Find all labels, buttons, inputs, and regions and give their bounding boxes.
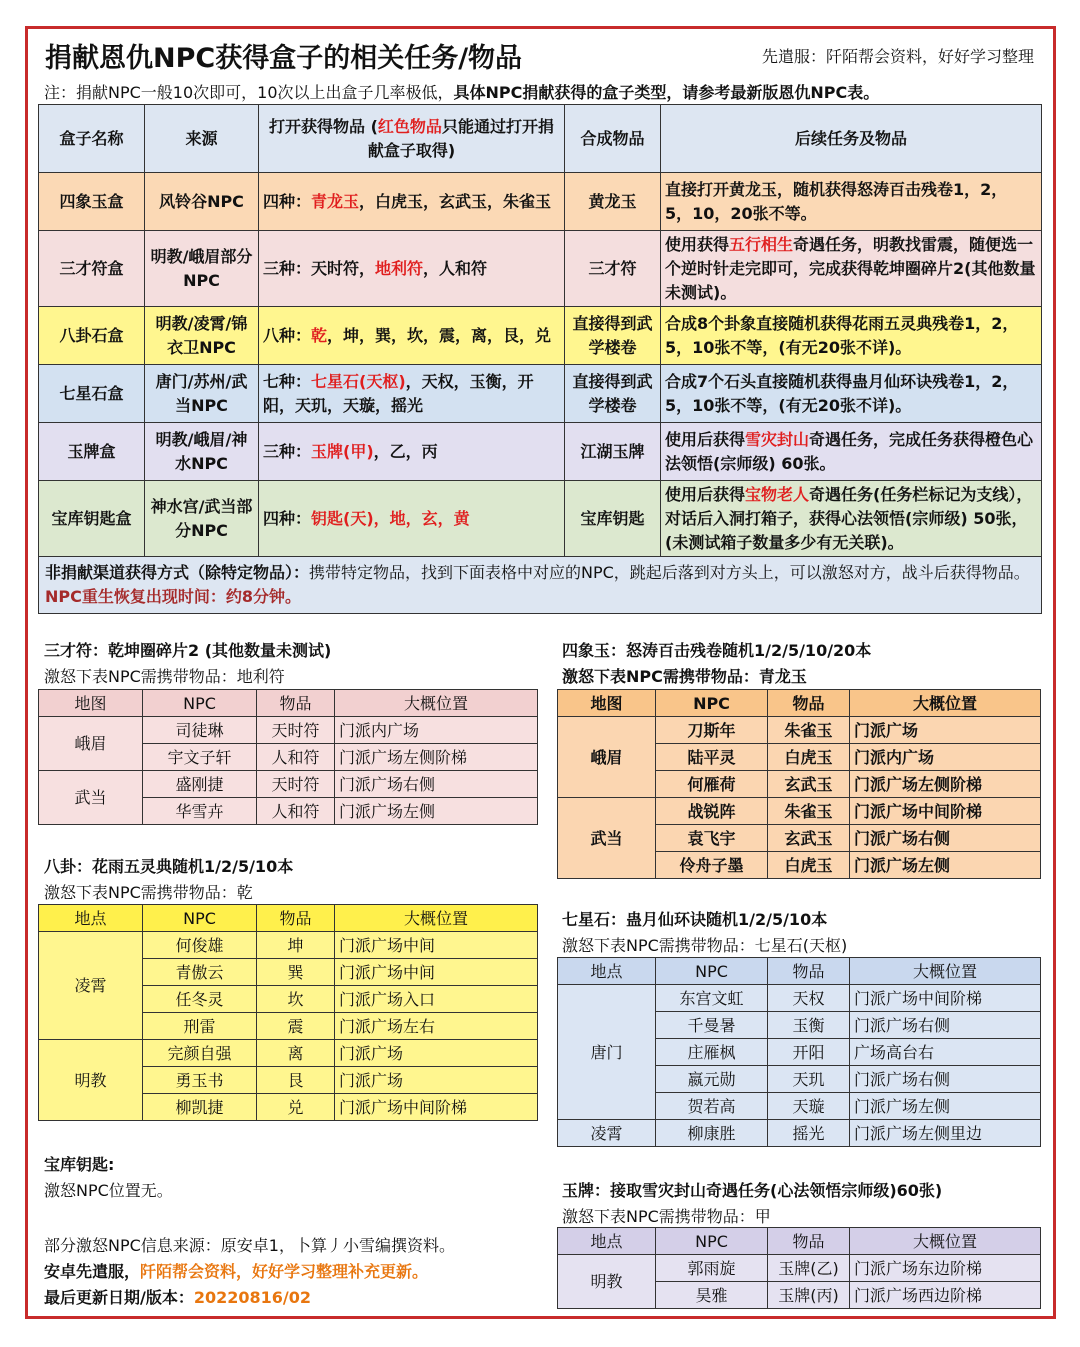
col-item: 物品 xyxy=(257,690,335,717)
box-name: 四象玉盒 xyxy=(39,173,145,231)
position-cell: 门派广场 xyxy=(335,1067,538,1094)
col-npc: NPC xyxy=(656,1228,768,1255)
item-cell: 白虎玉 xyxy=(768,744,850,771)
npc-cell: 任冬灵 xyxy=(143,986,257,1013)
npc-cell: 司徒琳 xyxy=(143,717,257,744)
npc-cell: 嬴元勋 xyxy=(656,1066,768,1093)
position-cell: 门派广场右侧 xyxy=(850,1066,1041,1093)
table-row xyxy=(558,717,1041,744)
position-cell: 广场高台右 xyxy=(850,1039,1041,1066)
col-place: 地点 xyxy=(558,958,656,985)
sancai-title: 三才符：乾坤圈碎片2 (其他数量未测试) xyxy=(44,641,332,660)
box-followup: 合成8个卦象直接随机获得花雨五灵典残卷1，2， 5，10张不等，(有无20张不详)。 xyxy=(661,307,1042,365)
box-row xyxy=(39,423,1042,481)
npc-cell: 千曼暑 xyxy=(656,1012,768,1039)
box-main-table xyxy=(38,104,1042,614)
box-synth: 直接得到武学楼卷 xyxy=(565,365,661,423)
col-item: 物品 xyxy=(257,905,335,932)
col-pos: 大概位置 xyxy=(335,690,538,717)
area-cell: 武当 xyxy=(39,771,143,825)
sancai-table xyxy=(38,689,538,825)
position-cell: 门派广场左侧 xyxy=(850,852,1041,879)
box-name: 八卦石盒 xyxy=(39,307,145,365)
header-followup: 后续任务及物品 xyxy=(661,105,1042,173)
npc-cell: 何雁荷 xyxy=(656,771,768,798)
credits-line3: 最后更新日期/版本：20220816/02 xyxy=(44,1288,312,1307)
table-row xyxy=(39,1040,538,1067)
col-npc: NPC xyxy=(656,690,768,717)
item-cell: 天时符 xyxy=(257,771,335,798)
col-npc: NPC xyxy=(143,905,257,932)
item-cell: 天权 xyxy=(768,985,850,1012)
col-place: 地点 xyxy=(558,1228,656,1255)
credits-line1: 部分激怒NPC信息来源：原安卓1，卜算丿小雪编撰资料。 xyxy=(44,1236,455,1255)
npc-cell: 袁飞宇 xyxy=(656,825,768,852)
position-cell: 门派广场左侧 xyxy=(335,798,538,825)
area-cell: 明教 xyxy=(558,1255,656,1309)
table-row xyxy=(39,717,538,744)
table-header xyxy=(39,905,538,932)
box-row xyxy=(39,365,1042,423)
top-note: 注：捐献NPC一般10次即可，10次以上出盒子几率极低，具体NPC捐献获得的盒子类型，请参考最新版恩仇NPC表。 xyxy=(44,83,880,102)
table-header xyxy=(558,1228,1041,1255)
box-open-items: 四种：青龙玉，白虎玉，玄武玉，朱雀玉 xyxy=(259,173,565,231)
table-row xyxy=(558,1120,1041,1147)
item-cell: 坎 xyxy=(257,986,335,1013)
area-cell: 凌霄 xyxy=(39,932,143,1040)
header-open-items: 打开获得物品 (红色物品只能通过打开捐献盒子取得) xyxy=(259,105,565,173)
box-row xyxy=(39,231,1042,307)
yupai-table xyxy=(557,1227,1041,1309)
sixiang-table xyxy=(557,689,1041,879)
position-cell: 门派广场左侧阶梯 xyxy=(335,744,538,771)
area-cell: 凌霄 xyxy=(558,1120,656,1147)
col-item: 物品 xyxy=(768,958,850,985)
yupai-title: 玉牌：接取雪灾封山奇遇任务(心法领悟宗师级)60张) xyxy=(562,1181,943,1200)
bagua-table xyxy=(38,904,538,1121)
header-synth: 合成物品 xyxy=(565,105,661,173)
page-title: 捐献恩仇NPC获得盒子的相关任务/物品 xyxy=(45,43,523,74)
table-header xyxy=(39,690,538,717)
position-cell: 门派内广场 xyxy=(850,744,1041,771)
col-npc: NPC xyxy=(656,958,768,985)
box-open-items: 三种：天时符，地利符，人和符 xyxy=(259,231,565,307)
box-source: 明教/峨眉部分NPC xyxy=(145,231,259,307)
baoku-title: 宝库钥匙: xyxy=(44,1155,115,1174)
npc-cell: 华雪卉 xyxy=(143,798,257,825)
box-source: 神水宫/武当部分NPC xyxy=(145,481,259,557)
box-open-items: 八种：乾，坤，巽，坎，震，离，艮，兑 xyxy=(259,307,565,365)
npc-cell: 战锐阵 xyxy=(656,798,768,825)
col-item: 物品 xyxy=(768,1228,850,1255)
box-followup: 合成7个石头直接随机获得蛊月仙环诀残卷1，2， 5，10张不等，(有无20张不详)。 xyxy=(661,365,1042,423)
position-cell: 门派广场中间阶梯 xyxy=(335,1094,538,1121)
position-cell: 门派广场西边阶梯 xyxy=(850,1282,1041,1309)
item-cell: 朱雀玉 xyxy=(768,717,850,744)
npc-cell: 青傲云 xyxy=(143,959,257,986)
sancai-sub: 激怒下表NPC需携带物品：地利符 xyxy=(44,667,285,686)
position-cell: 门派广场中间 xyxy=(335,932,538,959)
position-cell: 门派广场中间阶梯 xyxy=(850,798,1041,825)
box-synth: 江湖玉牌 xyxy=(565,423,661,481)
item-cell: 巽 xyxy=(257,959,335,986)
area-cell: 峨眉 xyxy=(39,717,143,771)
item-cell: 天璇 xyxy=(768,1093,850,1120)
position-cell: 门派广场左侧 xyxy=(850,1093,1041,1120)
box-row xyxy=(39,307,1042,365)
header-box-name: 盒子名称 xyxy=(39,105,145,173)
col-npc: NPC xyxy=(143,690,257,717)
item-cell: 艮 xyxy=(257,1067,335,1094)
npc-cell: 宇文子轩 xyxy=(143,744,257,771)
box-name: 宝库钥匙盒 xyxy=(39,481,145,557)
box-row xyxy=(39,173,1042,231)
box-name: 三才符盒 xyxy=(39,231,145,307)
box-name: 玉牌盒 xyxy=(39,423,145,481)
position-cell: 门派广场右侧 xyxy=(850,1012,1041,1039)
sixiang-sub: 激怒下表NPC需携带物品：青龙玉 xyxy=(562,667,807,686)
box-source: 明教/凌霄/锦衣卫NPC xyxy=(145,307,259,365)
table-header xyxy=(558,958,1041,985)
npc-cell: 何俊雄 xyxy=(143,932,257,959)
area-cell: 明教 xyxy=(39,1040,143,1121)
position-cell: 门派广场 xyxy=(335,1040,538,1067)
box-row xyxy=(39,481,1042,557)
credits-line2: 安卓先遣服，阡陌帮会资料，好好学习整理补充更新。 xyxy=(44,1262,429,1281)
npc-cell: 贺若高 xyxy=(656,1093,768,1120)
item-cell: 天玑 xyxy=(768,1066,850,1093)
npc-cell: 刀斯年 xyxy=(656,717,768,744)
box-source: 明教/峨眉/神水NPC xyxy=(145,423,259,481)
npc-cell: 刑雷 xyxy=(143,1013,257,1040)
box-synth: 宝库钥匙 xyxy=(565,481,661,557)
box-open-items: 四种：钥匙(天)，地，玄，黄 xyxy=(259,481,565,557)
npc-cell: 昊雅 xyxy=(656,1282,768,1309)
position-cell: 门派广场东边阶梯 xyxy=(850,1255,1041,1282)
col-item: 物品 xyxy=(768,690,850,717)
qixing-sub: 激怒下表NPC需携带物品：七星石(天枢) xyxy=(562,936,848,955)
item-cell: 玉牌(丙) xyxy=(768,1282,850,1309)
area-cell: 武当 xyxy=(558,798,656,879)
item-cell: 白虎玉 xyxy=(768,852,850,879)
table-row xyxy=(558,985,1041,1012)
position-cell: 门派广场左侧阶梯 xyxy=(850,771,1041,798)
item-cell: 人和符 xyxy=(257,798,335,825)
table-row xyxy=(558,1255,1041,1282)
col-place: 地点 xyxy=(39,905,143,932)
source-note: 先遣服：阡陌帮会资料，好好学习整理 xyxy=(761,47,1034,66)
item-cell: 开阳 xyxy=(768,1039,850,1066)
bagua-title: 八卦：花雨五灵典随机1/2/5/10本 xyxy=(44,857,294,876)
col-pos: 大概位置 xyxy=(850,690,1041,717)
npc-cell: 完颜自强 xyxy=(143,1040,257,1067)
item-cell: 玄武玉 xyxy=(768,825,850,852)
area-cell: 唐门 xyxy=(558,985,656,1120)
box-synth: 直接得到武学楼卷 xyxy=(565,307,661,365)
item-cell: 玉衡 xyxy=(768,1012,850,1039)
position-cell: 门派广场入口 xyxy=(335,986,538,1013)
item-cell: 玉牌(乙) xyxy=(768,1255,850,1282)
bagua-sub: 激怒下表NPC需携带物品：乾 xyxy=(44,883,253,902)
box-open-items: 三种：玉牌(甲)，乙，丙 xyxy=(259,423,565,481)
box-followup: 使用获得五行相生奇遇任务，明教找雷震，随便选一个逆时针走完即可，完成获得乾坤圈碎片2(其他数量未测试)。 xyxy=(661,231,1042,307)
qixing-title: 七星石：蛊月仙环诀随机1/2/5/10本 xyxy=(562,910,828,929)
item-cell: 震 xyxy=(257,1013,335,1040)
npc-cell: 盛刚捷 xyxy=(143,771,257,798)
npc-cell: 庄雁枫 xyxy=(656,1039,768,1066)
position-cell: 门派广场左右 xyxy=(335,1013,538,1040)
sixiang-title: 四象玉：怒涛百击残卷随机1/2/5/10/20本 xyxy=(562,641,872,660)
box-followup: 直接打开黄龙玉，随机获得怒涛百击残卷1，2， 5，10，20张不等。 xyxy=(661,173,1042,231)
main-table-footer: 非捐献渠道获得方式（除特定物品）：携带特定物品，找到下面表格中对应的NPC，跳起后落到对方头上，可以激怒对方，战斗后获得物品。NPC重生恢复出现时间：约8分钟。 xyxy=(39,557,1042,614)
item-cell: 人和符 xyxy=(257,744,335,771)
col-map: 地图 xyxy=(558,690,656,717)
col-map: 地图 xyxy=(39,690,143,717)
position-cell: 门派广场左侧里边 xyxy=(850,1120,1041,1147)
position-cell: 门派广场右侧 xyxy=(850,825,1041,852)
box-followup: 使用后获得雪灾封山奇遇任务，完成任务获得橙色心法领悟(宗师级) 60张。 xyxy=(661,423,1042,481)
position-cell: 门派广场 xyxy=(850,717,1041,744)
box-synth: 三才符 xyxy=(565,231,661,307)
position-cell: 门派广场右侧 xyxy=(335,771,538,798)
npc-cell: 郭雨旋 xyxy=(656,1255,768,1282)
item-cell: 坤 xyxy=(257,932,335,959)
box-source: 唐门/苏州/武当NPC xyxy=(145,365,259,423)
table-row xyxy=(558,798,1041,825)
col-pos: 大概位置 xyxy=(850,1228,1041,1255)
item-cell: 兑 xyxy=(257,1094,335,1121)
npc-cell: 东宫文虹 xyxy=(656,985,768,1012)
box-source: 风铃谷NPC xyxy=(145,173,259,231)
npc-cell: 陆平灵 xyxy=(656,744,768,771)
npc-cell: 柳凯捷 xyxy=(143,1094,257,1121)
yupai-sub: 激怒下表NPC需携带物品：甲 xyxy=(562,1207,771,1226)
box-name: 七星石盒 xyxy=(39,365,145,423)
table-header xyxy=(558,690,1041,717)
npc-cell: 伶舟子墨 xyxy=(656,852,768,879)
box-followup: 使用后获得宝物老人奇遇任务(任务栏标记为支线），对话后入洞打箱子，获得心法领悟(宗师级) 50张，(未测试箱子数量多少有无关联)。 xyxy=(661,481,1042,557)
table-row xyxy=(39,932,538,959)
col-pos: 大概位置 xyxy=(850,958,1041,985)
npc-cell: 柳康胜 xyxy=(656,1120,768,1147)
header-source: 来源 xyxy=(145,105,259,173)
box-open-items: 七种：七星石(天枢)，天权，玉衡，开阳，天玑，天璇，摇光 xyxy=(259,365,565,423)
npc-cell: 勇玉书 xyxy=(143,1067,257,1094)
table-row xyxy=(39,771,538,798)
col-pos: 大概位置 xyxy=(335,905,538,932)
item-cell: 离 xyxy=(257,1040,335,1067)
area-cell: 峨眉 xyxy=(558,717,656,798)
position-cell: 门派广场中间阶梯 xyxy=(850,985,1041,1012)
baoku-text: 激怒NPC位置无。 xyxy=(44,1181,173,1200)
position-cell: 门派内广场 xyxy=(335,717,538,744)
item-cell: 朱雀玉 xyxy=(768,798,850,825)
item-cell: 玄武玉 xyxy=(768,771,850,798)
item-cell: 摇光 xyxy=(768,1120,850,1147)
box-synth: 黄龙玉 xyxy=(565,173,661,231)
position-cell: 门派广场中间 xyxy=(335,959,538,986)
qixing-table xyxy=(557,957,1041,1147)
item-cell: 天时符 xyxy=(257,717,335,744)
